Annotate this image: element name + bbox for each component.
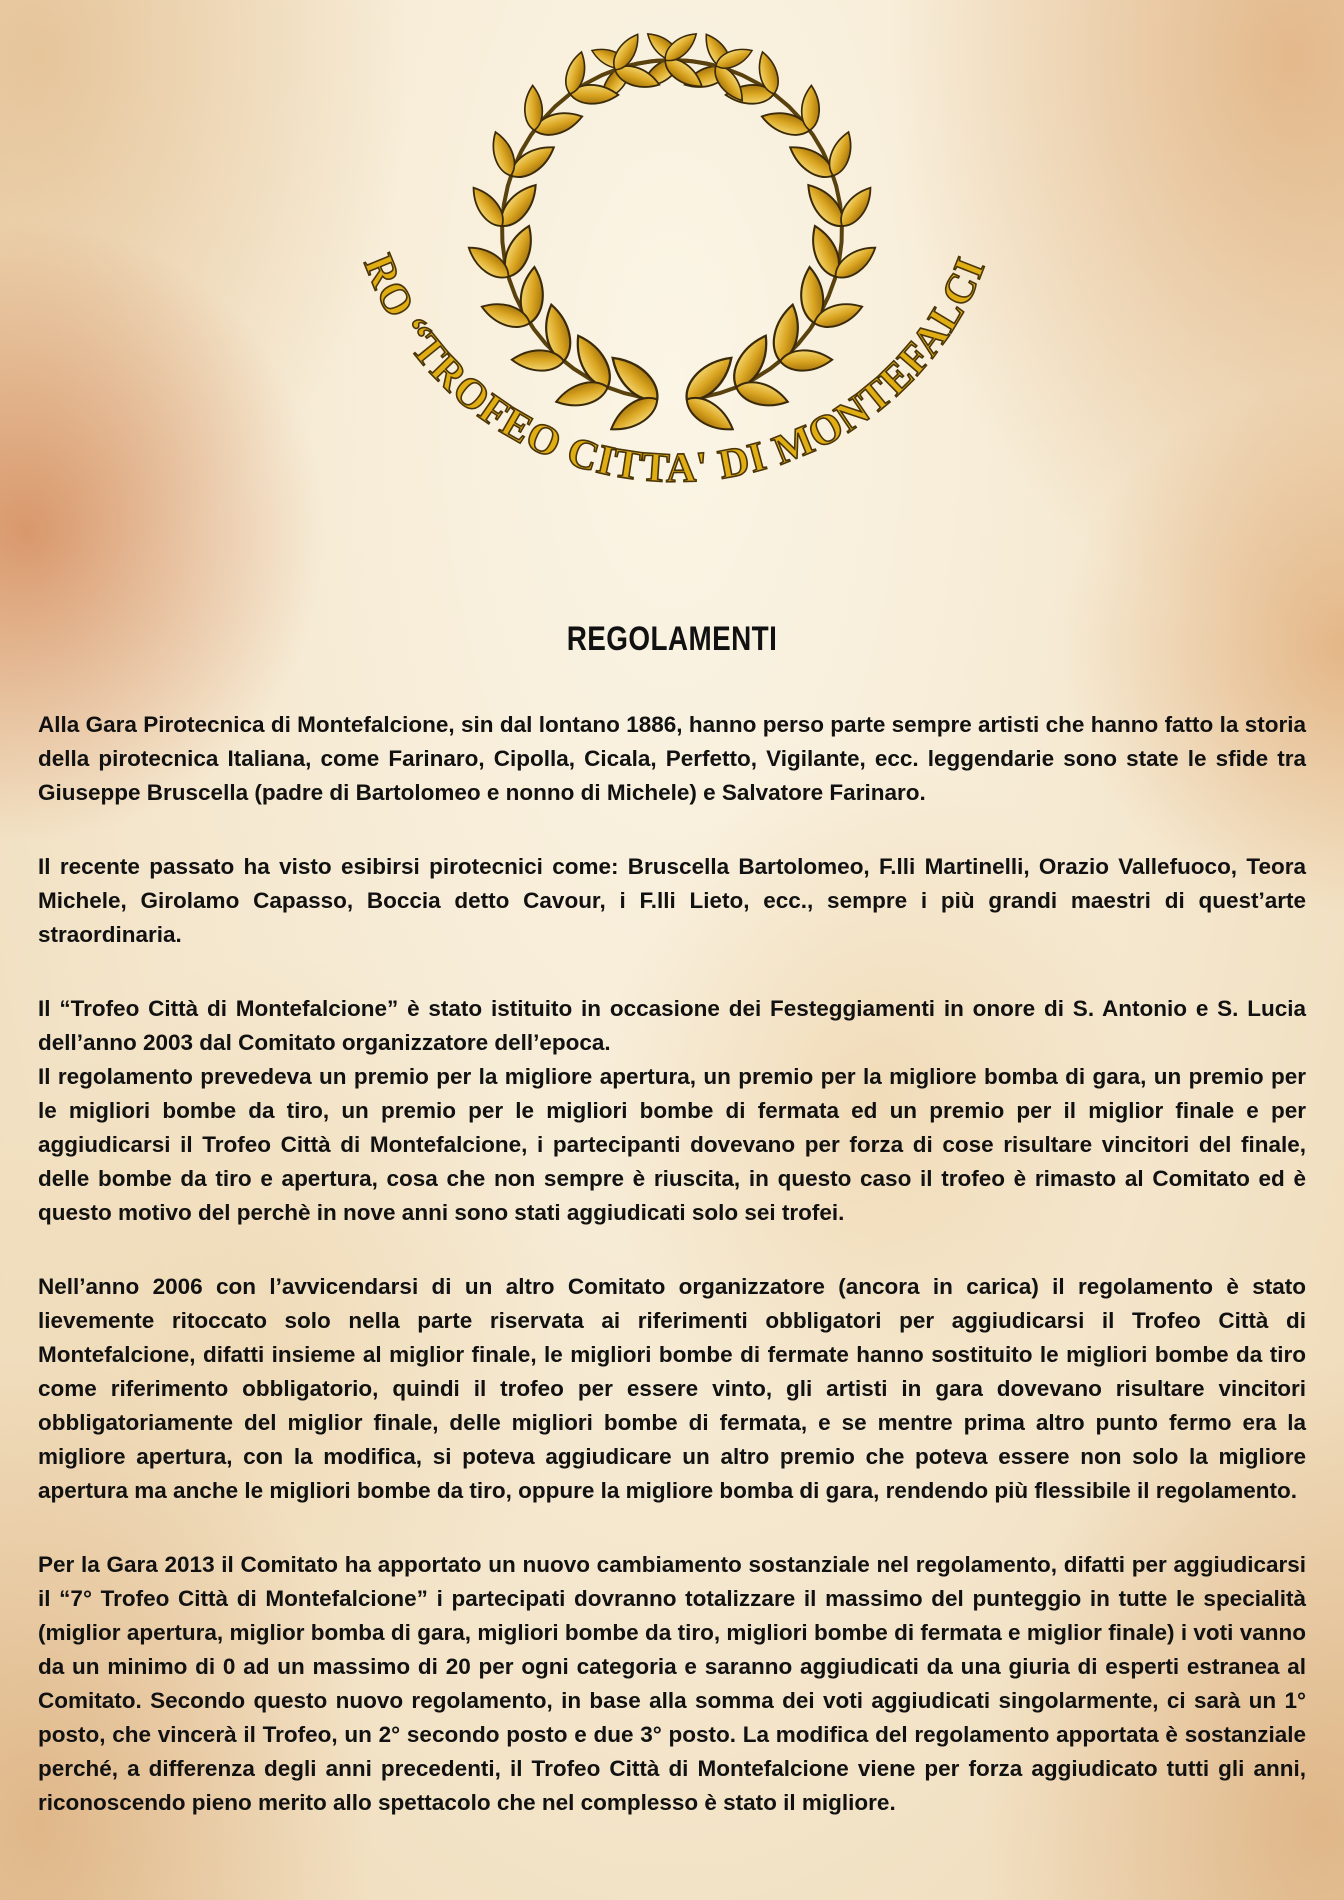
right-laurel-leaf-inner [605,390,663,438]
emblem-arc-text: RO “TROFEO CITTA' DI MONTEFALCI [354,248,995,492]
laurel-wreath-emblem [330,20,1010,580]
paragraph-history: Alla Gara Pirotecnica di Montefalcione, sin dal lontano 1886, hanno perso parte sempre artisti che hanno fatto la storia della pirotecnica Italiana, come Farinaro, Cipolla, Cicala, Perfetto, Vigilante, ecc. leggendarie sono state le sfide tra Giuseppe Bruscella (padre di Bartolomeo e nonno di Michele) e Salvatore Farinaro. [38,712,1306,805]
paragraph-2006-rules: Nell’anno 2006 con l’avvicendarsi di un altro Comitato organizzatore (ancora in carica) il regolamento è stato lievemente ritoccato solo nella parte riservata ai riferimenti obbligatori per aggiudicarsi il Trofeo Città di Montefalcione, difatti insieme al miglior finale, le migliori bombe di fermate hanno sostituito le migliori bombe da tiro come riferimento obbligatorio, quindi il trofeo per essere vinto, gli artisti in gara dovevano risultare vincitori obbligatoriamente del miglior finale, delle migliori bombe di fermata, e se mentre prima altro punto fermo era la migliore apertura, con la modifica, si poteva aggiudicare un altro premio che poteva essere non solo la migliore apertura ma anche le migliori bombe da tiro, oppure la migliore bomba di gara, rendendo più flessibile il regolamento. [38,1274,1306,1503]
paragraph-2013-rules: Per la Gara 2013 il Comitato ha apportato un nuovo cambiamento sostanziale nel regolamento, difatti per aggiudicarsi il “7° Trofeo Città di Montefalcione” i partecipati dovranno totalizzare il massimo del punteggio in tutte le specialità (miglior apertura, miglior bomba di gara, migliori bombe da tiro, migliori bombe di fermata e miglior finale) i voti vanno da un minimo di 0 ad un massimo di 20 per ogni categoria e saranno aggiudicati da una giuria di esperti estranea al Comitato. Secondo questo nuovo regolamento, in base alla somma dei voti aggiudicati singolarmente, ci sarà un 1° posto, che vincerà il Trofeo, un 2° secondo posto e due 3° posto. La modifica del regolamento apportata è sostanziale perché, a differenza degli anni precedenti, il Trofeo Città di Montefalcione viene per forza aggiudicato tutti gli anni, riconoscendo pieno merito allo spettacolo che nel complesso è stato il migliore. [38,1552,1306,1815]
left-laurel-leaf-inner [681,390,739,438]
paragraph-trophy-origin: Il “Trofeo Città di Montefalcione” è stato istituito in occasione dei Festeggiamenti in onore di S. Antonio e S. Lucia dell’anno 2003 dal Comitato organizzatore dell’epoca. [38,996,1306,1055]
paragraph-original-rules: Il regolamento prevedeva un premio per la migliore apertura, un premio per la migliore bomba di gara, un premio per le migliori bombe da tiro, un premio per le migliori bombe di fermata ed un premio per il miglior finale e per aggiudicarsi il Trofeo Città di Montefalcione, i partecipanti dovevano per forza di cose risultare vincitori del finale, delle bombe da tiro e apertura, cosa che non sempre è riuscita, in questo caso il trofeo è rimasto al Comitato ed è questo motivo del perchè in nove anni sono stati aggiudicati solo sei trofei. [38,1064,1306,1225]
left-laurel-leaf-inner [801,85,820,130]
laurel-wreath [463,28,881,438]
paragraph-recent-past: Il recente passato ha visto esibirsi pirotecnici come: Bruscella Bartolomeo, F.lli Martinelli, Orazio Vallefuoco, Teora Michele, Girolamo Capasso, Boccia detto Cavour, i F.lli Lieto, ecc., sempre i più grandi maestri di quest’arte straordinaria. [38,854,1306,947]
right-laurel-leaf-inner [524,85,543,130]
page-title: REGOLAMENTI [566,620,778,658]
rules-text [38,708,1306,1860]
